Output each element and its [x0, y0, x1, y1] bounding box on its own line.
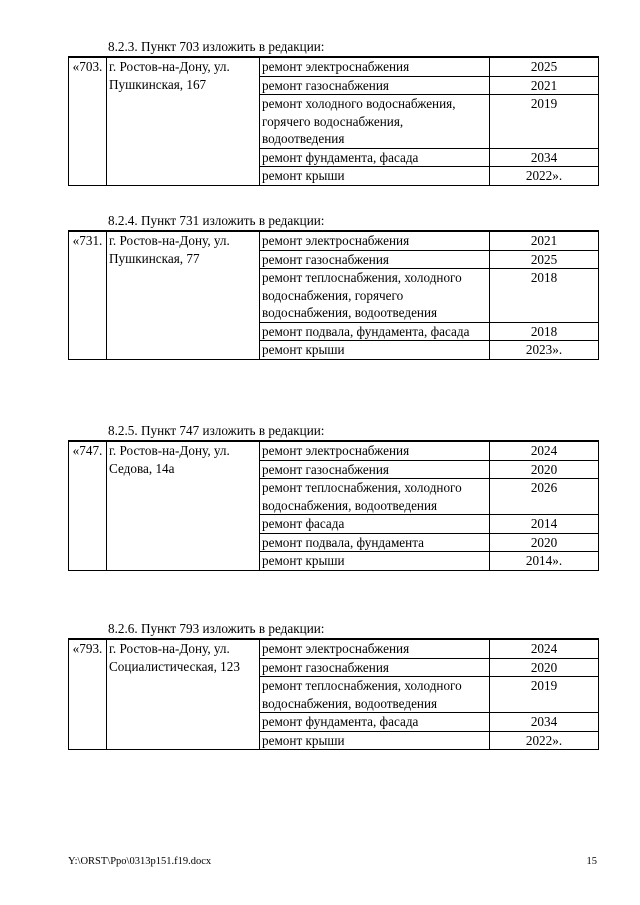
- work-cell: ремонт крыши: [260, 341, 490, 360]
- year-cell: 2014».: [490, 552, 599, 571]
- repair-table: [68, 231, 599, 360]
- section-heading: 8.2.5. Пункт 747 изложить в редакции:: [68, 422, 599, 441]
- table-row: [69, 58, 599, 77]
- year-cell: 2034: [490, 713, 599, 732]
- address-cell: г. Ростов-на-Дону, ул. Пушкинская, 167: [107, 58, 260, 186]
- work-cell: ремонт электроснабжения: [260, 442, 490, 461]
- work-cell: ремонт подвала, фундамента: [260, 533, 490, 552]
- section-heading: 8.2.6. Пункт 793 изложить в редакции:: [68, 620, 599, 639]
- work-cell: ремонт подвала, фундамента, фасада: [260, 322, 490, 341]
- work-cell: ремонт газоснабжения: [260, 460, 490, 479]
- repair-table: [68, 441, 599, 571]
- work-cell: ремонт электроснабжения: [260, 640, 490, 659]
- year-cell: 2025: [490, 58, 599, 77]
- table-row: [69, 640, 599, 659]
- item-number: «731.: [69, 232, 107, 360]
- work-cell: ремонт теплоснабжения, холодного водоснабжения, горячего водоснабжения, водоотведения: [260, 269, 490, 323]
- section-731: [68, 212, 599, 360]
- work-cell: ремонт крыши: [260, 167, 490, 186]
- item-number: «793.: [69, 640, 107, 750]
- year-cell: 2023».: [490, 341, 599, 360]
- section-703: [68, 38, 599, 186]
- year-cell: 2022».: [490, 731, 599, 750]
- year-cell: 2022».: [490, 167, 599, 186]
- work-cell: ремонт электроснабжения: [260, 232, 490, 251]
- section-heading: 8.2.3. Пункт 703 изложить в редакции:: [68, 38, 599, 57]
- year-cell: 2019: [490, 677, 599, 713]
- address-cell: г. Ростов-на-Дону, ул. Пушкинская, 77: [107, 232, 260, 360]
- address-cell: г. Ростов-на-Дону, ул. Седова, 14а: [107, 442, 260, 571]
- year-cell: 2018: [490, 322, 599, 341]
- work-cell: ремонт газоснабжения: [260, 658, 490, 677]
- work-cell: ремонт газоснабжения: [260, 250, 490, 269]
- repair-table: [68, 639, 599, 750]
- work-cell: ремонт фундамента, фасада: [260, 148, 490, 167]
- item-number: «747.: [69, 442, 107, 571]
- year-cell: 2020: [490, 533, 599, 552]
- work-cell: ремонт теплоснабжения, холодного водоснабжения, водоотведения: [260, 677, 490, 713]
- work-cell: ремонт фундамента, фасада: [260, 713, 490, 732]
- section-heading: 8.2.4. Пункт 731 изложить в редакции:: [68, 212, 599, 231]
- work-cell: ремонт крыши: [260, 552, 490, 571]
- year-cell: 2026: [490, 479, 599, 515]
- year-cell: 2021: [490, 232, 599, 251]
- year-cell: 2020: [490, 658, 599, 677]
- page-number: 15: [586, 856, 597, 867]
- year-cell: 2034: [490, 148, 599, 167]
- work-cell: ремонт фасада: [260, 515, 490, 534]
- year-cell: 2021: [490, 76, 599, 95]
- work-cell: ремонт электроснабжения: [260, 58, 490, 77]
- repair-table: [68, 57, 599, 186]
- work-cell: ремонт холодного водоснабжения, горячего водоснабжения, водоотведения: [260, 95, 490, 149]
- work-cell: ремонт крыши: [260, 731, 490, 750]
- address-cell: г. Ростов-на-Дону, ул. Социалистическая, 123: [107, 640, 260, 750]
- year-cell: 2020: [490, 460, 599, 479]
- year-cell: 2024: [490, 640, 599, 659]
- item-number: «703.: [69, 58, 107, 186]
- footer-file-path: Y:\ORST\Ppo\0313p151.f19.docx: [68, 856, 212, 867]
- table-row: [69, 232, 599, 251]
- year-cell: 2018: [490, 269, 599, 323]
- year-cell: 2025: [490, 250, 599, 269]
- year-cell: 2024: [490, 442, 599, 461]
- work-cell: ремонт газоснабжения: [260, 76, 490, 95]
- table-row: [69, 442, 599, 461]
- year-cell: 2019: [490, 95, 599, 149]
- section-793: [68, 620, 599, 750]
- work-cell: ремонт теплоснабжения, холодного водоснабжения, водоотведения: [260, 479, 490, 515]
- year-cell: 2014: [490, 515, 599, 534]
- section-747: [68, 422, 599, 571]
